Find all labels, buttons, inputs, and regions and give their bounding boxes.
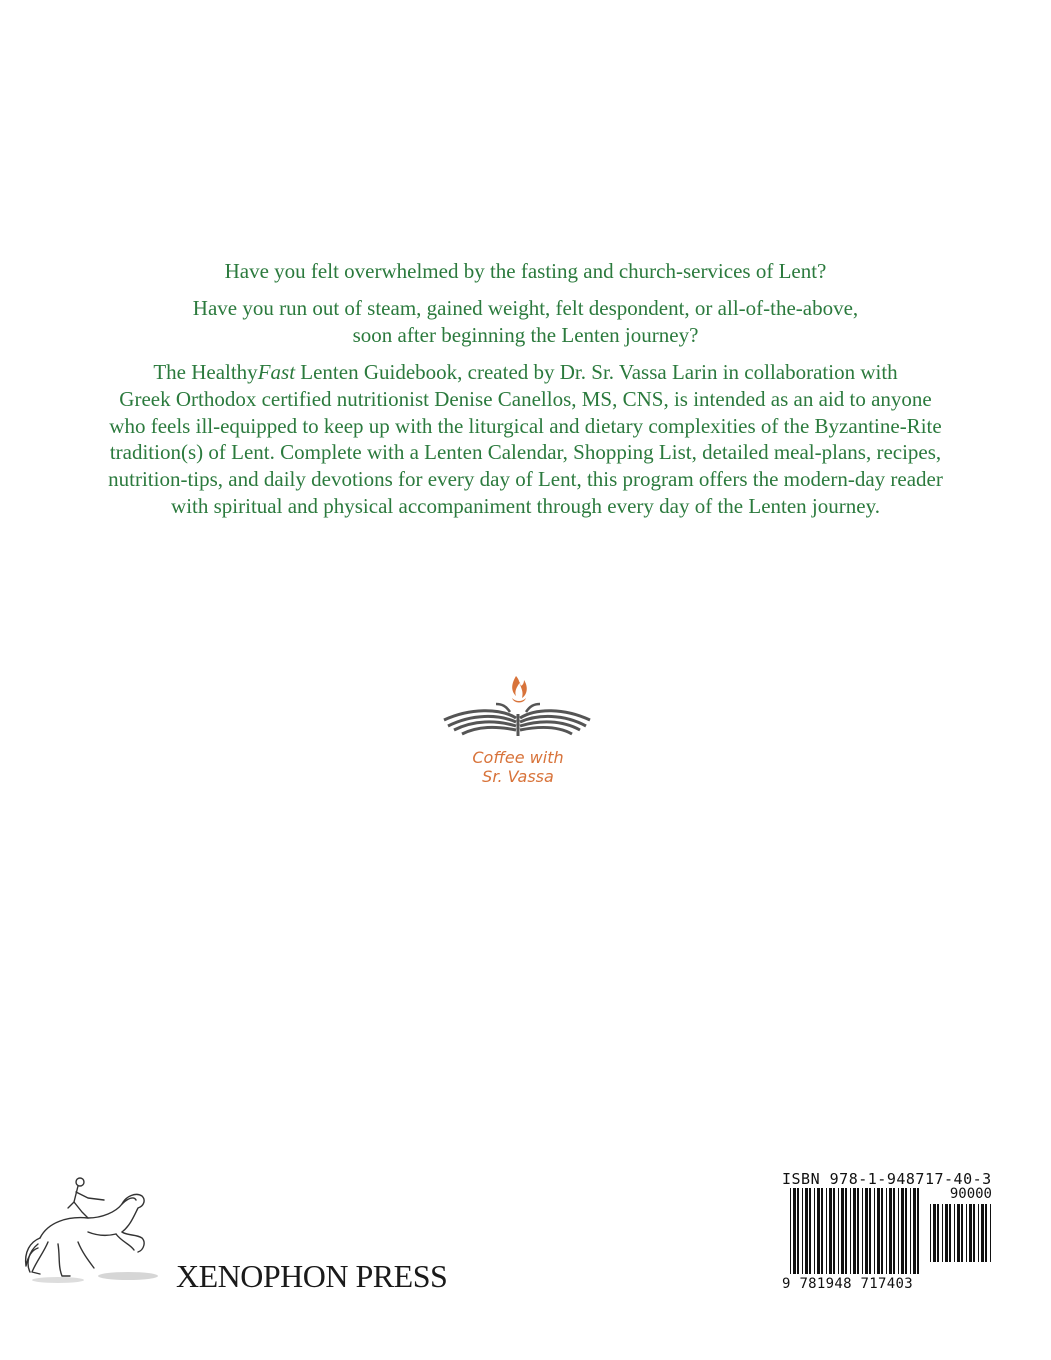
barcode-bar	[829, 1188, 832, 1274]
barcode-digits: 9 781948 717403	[782, 1276, 913, 1292]
barcode-bar	[889, 1188, 892, 1274]
blurb-question-1: Have you felt overwhelmed by the fasting and church-services of Lent?	[224, 259, 827, 283]
barcode-bar	[857, 1188, 859, 1274]
isbn-barcode	[782, 1170, 996, 1296]
barcode-bar	[945, 1204, 948, 1262]
barcode-bar	[862, 1188, 863, 1274]
publisher-name: XENOPHON PRESS	[176, 1258, 448, 1294]
barcode-bar	[966, 1204, 967, 1262]
barcode-bar	[865, 1188, 868, 1274]
barcode-bar	[954, 1204, 955, 1262]
barcode-bar	[961, 1204, 963, 1262]
barcode-bar	[893, 1188, 895, 1274]
book-with-flame-icon	[440, 672, 596, 752]
desc-line-5: nutrition-tips, and daily devotions for every day of Lent, this program offers the modern-day reader	[108, 467, 943, 492]
desc-line-1: Lenten Guidebook, created by Dr. Sr. Vassa Larin in collaboration with	[295, 360, 898, 384]
barcode-bar	[969, 1204, 972, 1262]
barcode-bar	[845, 1188, 847, 1274]
blurb-question-2-line-2: soon after beginning the Lenten journey?	[352, 323, 699, 347]
barcode-bar	[957, 1204, 960, 1262]
barcode-bar	[898, 1188, 899, 1274]
barcode-bar	[901, 1188, 904, 1274]
barcode-bar	[978, 1204, 979, 1262]
barcode-bar	[853, 1188, 856, 1274]
barcode-bar	[990, 1204, 991, 1262]
barcode-bar	[874, 1188, 875, 1274]
barcode-bar	[841, 1188, 844, 1274]
blurb-question-2	[40, 295, 1011, 349]
blurb-question-2-line-1: Have you run out of steam, gained weight, felt despondent, or all-of-the-above,	[192, 296, 859, 320]
logo-line-2: Sr. Vassa	[482, 767, 554, 786]
barcode-bar	[886, 1188, 887, 1274]
barcode-bar	[910, 1188, 911, 1274]
barcode-bar	[917, 1188, 919, 1274]
barcode-bar	[802, 1188, 803, 1274]
logo-line-1: Coffee with	[472, 748, 564, 767]
barcode-bar	[805, 1188, 808, 1274]
barcode-bar	[877, 1188, 880, 1274]
desc-line-4: tradition(s) of Lent. Complete with a Lenten Calendar, Shopping List, detailed meal-plans, recipes,	[109, 440, 942, 465]
barcode-bar	[814, 1188, 815, 1274]
barcode-bar	[850, 1188, 851, 1274]
barcode-bar	[949, 1204, 951, 1262]
barcode-bar	[985, 1204, 987, 1262]
barcode-bar	[937, 1204, 939, 1262]
barcode-bar	[913, 1188, 916, 1274]
isbn-text: ISBN 978-1-948717-40-3	[782, 1170, 992, 1188]
desc-lead: The Healthy	[153, 360, 258, 384]
desc-line-3: who feels ill-equipped to keep up with the liturgical and dietary complexities of the Byzantine-Rite	[109, 413, 942, 438]
barcode-bar	[933, 1204, 936, 1262]
barcode-bar	[942, 1204, 943, 1262]
desc-line-6: with spiritual and physical accompaniment through every day of the Lenten journey.	[171, 493, 880, 518]
barcode-bar	[869, 1188, 871, 1274]
barcode-bar	[809, 1188, 811, 1274]
coffee-with-sr-vassa-logo	[440, 672, 596, 792]
barcode-bar	[930, 1204, 931, 1262]
barcode-bar	[793, 1188, 796, 1274]
barcode-bar	[790, 1188, 791, 1274]
desc-line-2: Greek Orthodox certified nutritionist Denise Canellos, MS, CNS, is intended as an aid to anyone	[119, 386, 932, 411]
barcode-bar	[981, 1204, 984, 1262]
horse-rider-icon	[18, 1172, 168, 1292]
back-cover-blurb	[40, 258, 1011, 520]
blurb-description	[40, 359, 1011, 520]
barcode-bar	[826, 1188, 827, 1274]
barcode-bar	[817, 1188, 820, 1274]
barcode-bar	[833, 1188, 835, 1274]
barcode-bar	[881, 1188, 883, 1274]
barcode-bar	[797, 1188, 799, 1274]
desc-italic-fast: Fast	[257, 360, 296, 384]
barcode-bar	[821, 1188, 823, 1274]
barcode-bar	[973, 1204, 975, 1262]
barcode-bar	[838, 1188, 839, 1274]
barcode-bars	[782, 1170, 996, 1280]
barcode-bar	[905, 1188, 907, 1274]
price-code: 90000	[949, 1186, 992, 1202]
